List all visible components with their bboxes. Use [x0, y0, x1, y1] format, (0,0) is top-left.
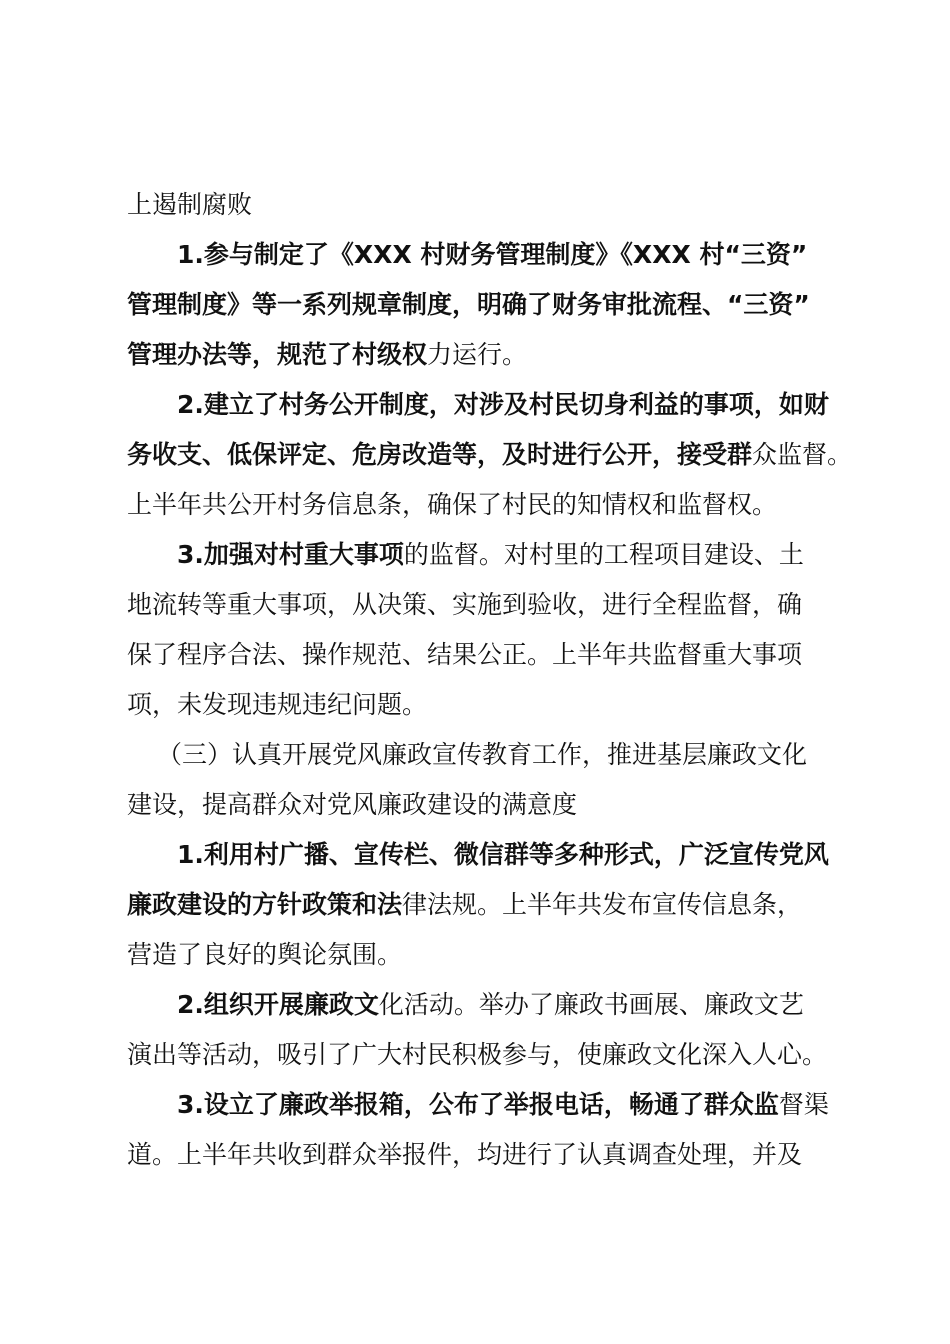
- text-line: [177, 1090, 829, 1120]
- body-text: 项，未发现违规违纪问题。: [127, 690, 428, 719]
- section-heading-line: [157, 740, 807, 770]
- body-text: 的监督。对村里的工程项目建设、土: [403, 540, 804, 569]
- bold-text: 务收支、低保评定、危房改造等，及时进行公开，接受群: [127, 440, 753, 469]
- bold-text: 2.建立了村务公开制度，对涉及村民切身利益的事项，如财: [177, 390, 829, 419]
- bold-text: 3.加强对村重大事项: [177, 540, 404, 569]
- bold-text: 2.组织开展廉政文: [177, 990, 379, 1019]
- body-text: 化活动。举办了廉政书画展、廉政文艺: [378, 990, 804, 1019]
- bold-text: 3.设立了廉政举报箱，公布了举报电话，畅通了群众监: [177, 1090, 779, 1119]
- text-line: [127, 440, 852, 470]
- body-text: 众监督。: [752, 440, 853, 469]
- body-text: 演出等活动，吸引了广大村民积极参与，使廉政文化深入人心。: [127, 1040, 828, 1069]
- text-line: [127, 640, 802, 670]
- bold-text: 1.参与制定了《XXX 村财务管理制度》《XXX 村“三资”: [177, 240, 808, 269]
- body-text: 道。上半年共收到群众举报件，均进行了认真调查处理，并及: [127, 1140, 803, 1169]
- text-line: [127, 690, 427, 720]
- bold-text: 廉政建设的方针政策和法: [127, 890, 403, 919]
- text-line: [127, 590, 802, 620]
- text-line: [177, 240, 807, 270]
- body-text: 上遏制腐败: [127, 190, 253, 219]
- section-heading-line: [127, 790, 577, 820]
- body-text: 力运行。: [427, 340, 528, 369]
- text-line: [127, 1040, 827, 1070]
- text-line: [127, 890, 802, 920]
- text-line: [127, 1140, 802, 1170]
- text-line: [177, 390, 829, 420]
- text-line: [177, 540, 804, 570]
- text-line: [127, 940, 402, 970]
- text-line: [127, 290, 810, 320]
- bold-text: 1.利用村广播、宣传栏、微信群等多种形式，广泛宣传党风: [177, 840, 829, 869]
- text-line: [177, 990, 804, 1020]
- text-line: [177, 840, 829, 870]
- text-line: [127, 490, 777, 520]
- bold-text: 管理办法等，规范了村级权: [127, 340, 428, 369]
- body-text: 地流转等重大事项，从决策、实施到验收，进行全程监督，确: [127, 590, 803, 619]
- body-text: 上半年共公开村务信息条，确保了村民的知情权和监督权。: [127, 490, 778, 519]
- text-line: [127, 340, 527, 370]
- body-text: 营造了良好的舆论氛围。: [127, 940, 403, 969]
- body-text: 保了程序合法、操作规范、结果公正。上半年共监督重大事项: [127, 640, 803, 669]
- text-line: [127, 190, 252, 220]
- body-text: 建设，提高群众对党风廉政建设的满意度: [127, 790, 578, 819]
- body-text: （三）认真开展党风廉政宣传教育工作，推进基层廉政文化: [157, 740, 808, 769]
- body-text: 督渠: [778, 1090, 829, 1119]
- bold-text: 管理制度》等一系列规章制度，明确了财务审批流程、“三资”: [127, 290, 810, 319]
- body-text: 律法规。上半年共发布宣传信息条，: [402, 890, 803, 919]
